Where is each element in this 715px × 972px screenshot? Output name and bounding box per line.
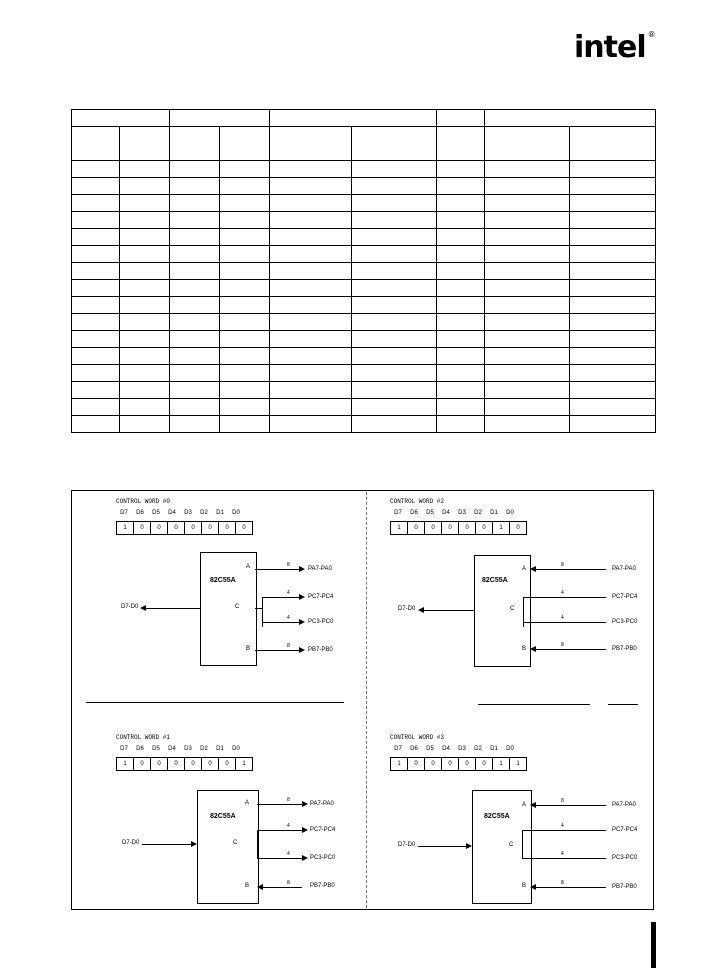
data-bus-label: D7-D0 bbox=[121, 604, 139, 610]
panel-divider bbox=[478, 704, 590, 705]
bit-count: 8 bbox=[561, 880, 564, 886]
port-a-label: A bbox=[522, 802, 527, 808]
port-line bbox=[262, 597, 299, 598]
port-line bbox=[523, 597, 606, 598]
panel-divider bbox=[608, 704, 638, 705]
table-header-cell bbox=[437, 110, 485, 127]
data-bus-label: D7-D0 bbox=[398, 842, 416, 848]
port-line bbox=[255, 608, 262, 609]
port-a-label: A bbox=[522, 566, 527, 572]
out-arrow-icon bbox=[302, 801, 308, 807]
control-word-label: CONTROL WORD #0 bbox=[116, 498, 171, 505]
control-word-bits: 1 0 0 0 0 0 1 1 bbox=[391, 757, 527, 771]
table-header-cell bbox=[170, 110, 270, 127]
port-c-bracket bbox=[257, 830, 258, 858]
port-signal: PC7-PC4 bbox=[310, 827, 336, 833]
port-signal: PC7-PC4 bbox=[308, 594, 334, 600]
chip-label: 82C55A bbox=[482, 577, 508, 584]
bus-line bbox=[424, 610, 474, 611]
bit-count: 8 bbox=[287, 562, 290, 568]
bit-count: 8 bbox=[561, 562, 564, 568]
port-signal: PB7-PB0 bbox=[310, 883, 335, 889]
bit-count: 4 bbox=[561, 823, 564, 829]
port-line bbox=[255, 569, 299, 570]
port-signal: PC3-PC0 bbox=[310, 855, 336, 861]
port-signal: PA7-PA0 bbox=[310, 801, 334, 807]
chip-label: 82C55A bbox=[484, 813, 510, 820]
bit-count: 8 bbox=[287, 880, 290, 886]
table-header-cell bbox=[72, 110, 170, 127]
data-bus-label: D7-D0 bbox=[398, 606, 416, 612]
port-line bbox=[257, 858, 302, 859]
port-a-label: A bbox=[246, 564, 251, 570]
bus-line bbox=[418, 846, 466, 847]
port-line bbox=[536, 805, 606, 806]
port-line bbox=[536, 649, 606, 650]
port-c-label: C bbox=[233, 840, 238, 846]
port-signal: PA7-PA0 bbox=[612, 802, 636, 808]
bit-names: D7 D6 D5 D4 D3 D2 D1 D0 bbox=[394, 746, 514, 752]
mode-definition-table bbox=[71, 109, 656, 433]
page-edge-marker bbox=[651, 922, 656, 968]
port-c-label: C bbox=[510, 606, 515, 612]
port-line bbox=[536, 887, 606, 888]
port-signal: PB7-PB0 bbox=[612, 884, 637, 890]
panel-divider bbox=[86, 702, 344, 703]
control-word-bits: 1 0 0 0 0 0 0 0 bbox=[117, 521, 253, 535]
control-word-bits: 1 0 0 0 0 0 1 0 bbox=[391, 521, 527, 535]
bit-count: 4 bbox=[287, 590, 290, 596]
chip-82c55a bbox=[197, 790, 259, 904]
port-c-bracket bbox=[522, 830, 523, 858]
port-b-label: B bbox=[245, 883, 250, 889]
panel-divider bbox=[366, 492, 367, 908]
bit-names: D7 D6 D5 D4 D3 D2 D1 D0 bbox=[120, 746, 240, 752]
control-word-label: CONTROL WORD #1 bbox=[116, 734, 171, 741]
bit-count: 4 bbox=[561, 590, 564, 596]
port-signal: PC3-PC0 bbox=[612, 855, 638, 861]
port-line bbox=[536, 569, 606, 570]
control-word-bits: 1 0 0 0 0 0 0 1 bbox=[117, 757, 253, 771]
data-bus-label: D7-D0 bbox=[122, 840, 140, 846]
port-line bbox=[257, 830, 302, 831]
port-line bbox=[522, 830, 606, 831]
out-arrow-icon bbox=[299, 647, 305, 653]
chip-label: 82C55A bbox=[210, 577, 236, 584]
bit-count: 8 bbox=[287, 797, 290, 803]
bit-count: 8 bbox=[287, 643, 290, 649]
out-arrow-icon bbox=[302, 827, 308, 833]
port-signal: PB7-PB0 bbox=[308, 647, 333, 653]
bit-count: 4 bbox=[287, 823, 290, 829]
table-header-cell bbox=[485, 110, 656, 127]
port-signal: PC7-PC4 bbox=[612, 594, 638, 600]
out-arrow-icon bbox=[302, 855, 308, 861]
port-line bbox=[523, 622, 606, 623]
port-line bbox=[257, 804, 302, 805]
control-word-label: CONTROL WORD #2 bbox=[390, 498, 445, 505]
bit-names: D7 D6 D5 D4 D3 D2 D1 D0 bbox=[120, 510, 240, 516]
port-signal: PC3-PC0 bbox=[612, 619, 638, 625]
bit-count: 4 bbox=[561, 851, 564, 857]
port-c-label: C bbox=[235, 604, 240, 610]
out-arrow-icon bbox=[299, 594, 305, 600]
bus-arrow-icon bbox=[466, 843, 472, 849]
bit-count: 4 bbox=[561, 615, 564, 621]
port-a-label: A bbox=[245, 800, 250, 806]
bit-count: 4 bbox=[287, 851, 290, 857]
port-line bbox=[263, 887, 302, 888]
intel-logo: intel ® bbox=[574, 30, 655, 65]
port-b-label: B bbox=[246, 646, 251, 652]
port-signal: PA7-PA0 bbox=[612, 566, 636, 572]
port-line bbox=[522, 858, 606, 859]
table-header-cell bbox=[270, 110, 437, 127]
bit-count: 8 bbox=[561, 642, 564, 648]
port-line bbox=[255, 650, 299, 651]
out-arrow-icon bbox=[299, 566, 305, 572]
port-c-label: C bbox=[509, 842, 514, 848]
control-word-label: CONTROL WORD #3 bbox=[390, 734, 445, 741]
mode-diagram-panel bbox=[71, 490, 654, 910]
chip-label: 82C55A bbox=[210, 813, 236, 820]
port-signal: PC3-PC0 bbox=[308, 619, 334, 625]
port-signal: PA7-PA0 bbox=[308, 566, 332, 572]
port-signal: PC7-PC4 bbox=[612, 827, 638, 833]
out-arrow-icon bbox=[299, 619, 305, 625]
port-b-label: B bbox=[522, 646, 527, 652]
bus-line bbox=[146, 608, 200, 609]
bit-count: 8 bbox=[561, 798, 564, 804]
bit-count: 4 bbox=[287, 615, 290, 621]
bit-names: D7 D6 D5 D4 D3 D2 D1 D0 bbox=[394, 510, 514, 516]
bus-arrow-icon bbox=[191, 841, 197, 847]
port-line bbox=[262, 622, 299, 623]
bus-line bbox=[142, 844, 191, 845]
port-signal: PB7-PB0 bbox=[612, 646, 637, 652]
port-b-label: B bbox=[522, 883, 527, 889]
